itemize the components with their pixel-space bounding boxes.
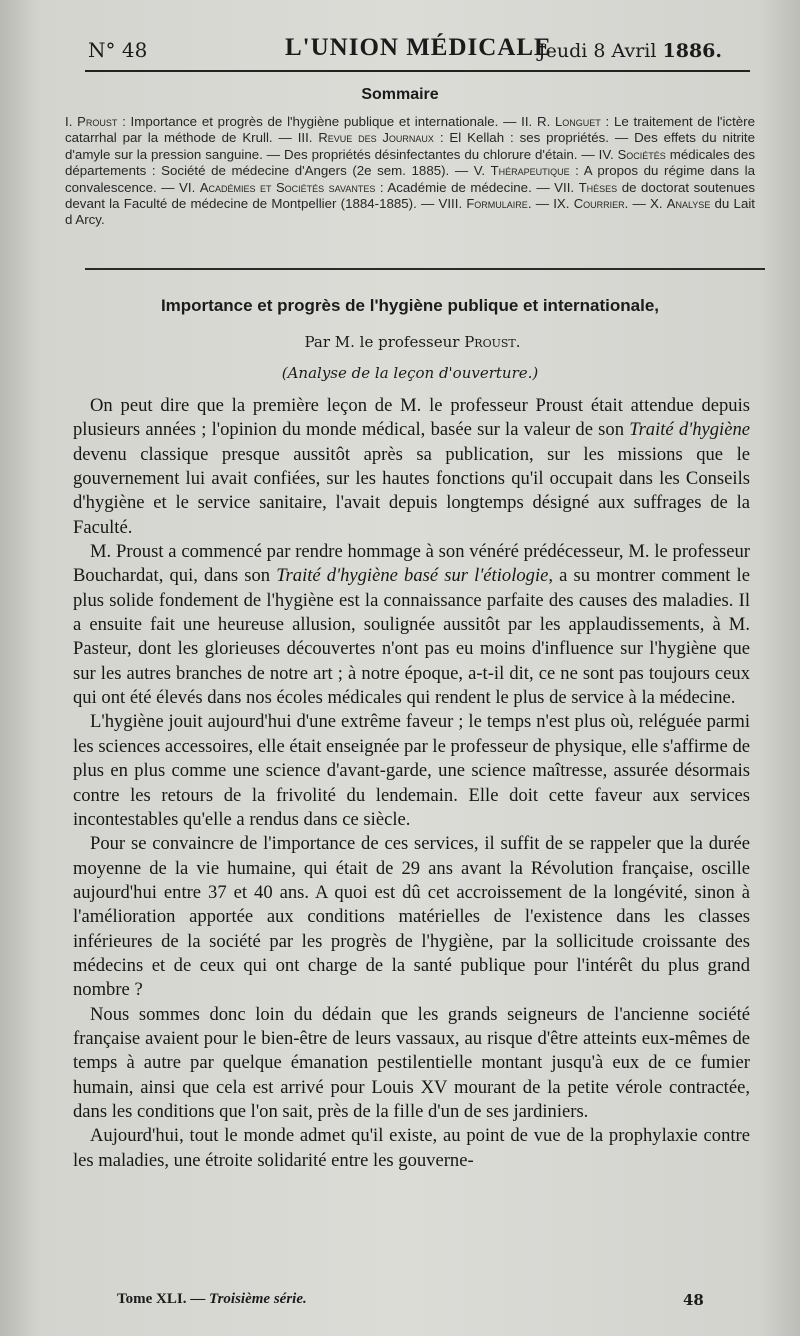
article-byline bbox=[0, 333, 800, 351]
journal-title: L'UNION MÉDICALE bbox=[285, 34, 552, 61]
sommaire-section-name: Courrier bbox=[573, 196, 625, 212]
sommaire-section-name: Thérapeutique bbox=[490, 163, 570, 179]
byline-author: Proust. bbox=[464, 333, 521, 351]
article-paragraph bbox=[73, 540, 750, 710]
paragraph-text: M. Proust a commencé par rendre hommage à son vénéré prédécesseur, M. le professeur Bouchardat, qui, dans son bbox=[73, 541, 750, 587]
issue-year: 1886. bbox=[662, 40, 722, 62]
paragraph-text: Aujourd'hui, tout le monde admet qu'il existe, au point de vue de la prophylaxie contre les maladies, une étroite solidarité entre les gouverne- bbox=[73, 1125, 750, 1171]
sommaire-section-name: Revue des Journaux bbox=[318, 130, 434, 146]
sommaire-section-name: Académies et Sociétés savantes bbox=[199, 179, 376, 195]
footer-volume: Tome XLI. — bbox=[117, 1291, 209, 1307]
article-paragraph bbox=[73, 710, 750, 832]
sommaire-text: : El Kellah : ses propriétés. — Des effets du nitrite d'amyle sur la pression sanguine. — Des propriétés désinfectantes du chlorure d'étain. — IV. bbox=[65, 130, 755, 162]
sommaire-text: . — IX. bbox=[527, 196, 574, 212]
paragraph-text: Pour se convaincre de l'importance de ces services, il suffit de se rappeler que la durée moyenne de la vie humaine, qui était de 29 ans avant la Révolution française, oscille aujourd'hui entre 37 et 40 ans. A quoi est dû cet accroissement de la longévité, sinon à l'amélioration apportée aux conditions matérielles de l'existence dans les classes inférieures de la société par les progrès de l'hygiène, par la sollicitude croissante des médecins et de ceux qui ont charge de la santé publique pour l'intérêt du plus grand nombre ? bbox=[73, 833, 750, 1001]
article-title: Importance et progrès de l'hygiène publique et internationale, bbox=[160, 296, 660, 315]
issue-number: N° 48 bbox=[88, 38, 148, 62]
sommaire-text: : Académie de médecine. — VII. bbox=[375, 179, 579, 195]
sommaire-text: : Importance et progrès de l'hygiène publique et internationale. — II. R. bbox=[117, 114, 556, 129]
page-header bbox=[85, 30, 750, 72]
sommaire-text: du Lait d Arcy. bbox=[65, 196, 755, 228]
paragraph-text: devenu classique presque aussitôt après sa publication, sur les missions que le gouvernement lui avait confiées, sur les hautes fonctions qu'il occupait dans les Conseils d'hygiène et le service sanitaire, l'avait depuis longtemps désigné aux suffrages de la Faculté. bbox=[73, 443, 750, 538]
article-paragraph bbox=[73, 832, 750, 1002]
book-title: Traité d'hygiène bbox=[629, 419, 751, 441]
section-divider bbox=[85, 268, 765, 270]
sommaire-section-name: Thèses bbox=[578, 179, 618, 195]
book-title: Traité d'hygiène basé sur l'étiologie bbox=[276, 565, 549, 587]
paragraph-text: On peut dire que la première leçon de M. le professeur Proust était attendue depuis plusieurs années ; l'opinion du monde médical, basée sur la valeur de son bbox=[73, 395, 750, 441]
article-subtitle: (Analyse de la leçon d'ouverture.) bbox=[281, 364, 539, 382]
sommaire-contents bbox=[65, 114, 755, 229]
article-body bbox=[73, 394, 750, 1173]
footer-series: Troisième série. bbox=[208, 1291, 307, 1307]
article-paragraph bbox=[73, 394, 750, 540]
article-paragraph bbox=[73, 1124, 750, 1173]
paragraph-text: L'hygiène jouit aujourd'hui d'une extrême faveur ; le temps n'est plus où, reléguée parmi les sciences accessoires, elle était enseignée par le professeur de physique, elle s'affirme de plus en plus comme une science d'avant-garde, une science maîtresse, assurée désormais contre les retours de la frivolité du lendemain. Elle doit cette faveur aux services incontestables qu'elle a rendus dans ce siècle. bbox=[73, 711, 750, 830]
sommaire-heading: Sommaire bbox=[361, 86, 439, 103]
sommaire-section-name: Longuet bbox=[555, 114, 601, 129]
sommaire-section-name: Formulaire bbox=[466, 196, 528, 212]
sommaire-text: médicales des départements : Société de médecine d'Angers (2e sem. 1885). — V. bbox=[65, 146, 755, 179]
paragraph-text: Nous sommes donc loin du dédain que les grands seigneurs de l'ancienne société française avaient pour le bien-être de leurs vassaux, au risque d'être atteints eux-mêmes de temps à autre par quelque émanation pestilentielle montant jusqu'à eux de ce fumier humain, ainsi que cela est arrivé pour Louis XV mourant de la petite vérole contractée, dans les conditions que l'on sait, près de la fille d'un de ses jardiniers. bbox=[73, 1003, 750, 1122]
sommaire-text: . — X. bbox=[624, 196, 667, 212]
sommaire-section-name: Sociétés bbox=[617, 146, 666, 162]
sommaire-text: : Le traitement de l'ictère catarrhal par la méthode de Krull. — III. bbox=[65, 114, 755, 146]
sommaire-text: I. bbox=[65, 114, 78, 129]
paragraph-text: , a su montrer comment le plus solide fondement de l'hygiène est la connaissance parfaite des causes des maladies. Il a ensuite fait une heureuse allusion, soulignée aussitôt par les applaudissements, à M. Pasteur, dont les glorieuses découvertes n'ont pas eu moins d'influence sur l'hygiène que sur les autres branches de notre art ; à notre époque, a-t-il dit, ce ne sont pas toujours ceux qui ont été élevés dans nos écoles médicales qui rendent le plus de service à la médecine. bbox=[73, 565, 750, 709]
article-paragraph bbox=[73, 1003, 750, 1125]
sommaire-section-name: Proust bbox=[77, 114, 118, 129]
sommaire-text: : A propos du régime dans la convalescence. — VI. bbox=[65, 163, 756, 195]
byline-prefix: Par M. le professeur bbox=[304, 333, 465, 351]
sommaire-text: de doctorat soutenues devant la Faculté de médecine de Montpellier (1884-1885). — VIII. bbox=[65, 179, 755, 212]
page-number: 48 bbox=[683, 1291, 704, 1309]
issue-date bbox=[538, 40, 722, 62]
issue-date-text: Jeudi 8 Avril bbox=[538, 40, 657, 62]
page-footer-volume bbox=[117, 1291, 307, 1308]
sommaire-section-name: Analyse bbox=[666, 196, 711, 212]
